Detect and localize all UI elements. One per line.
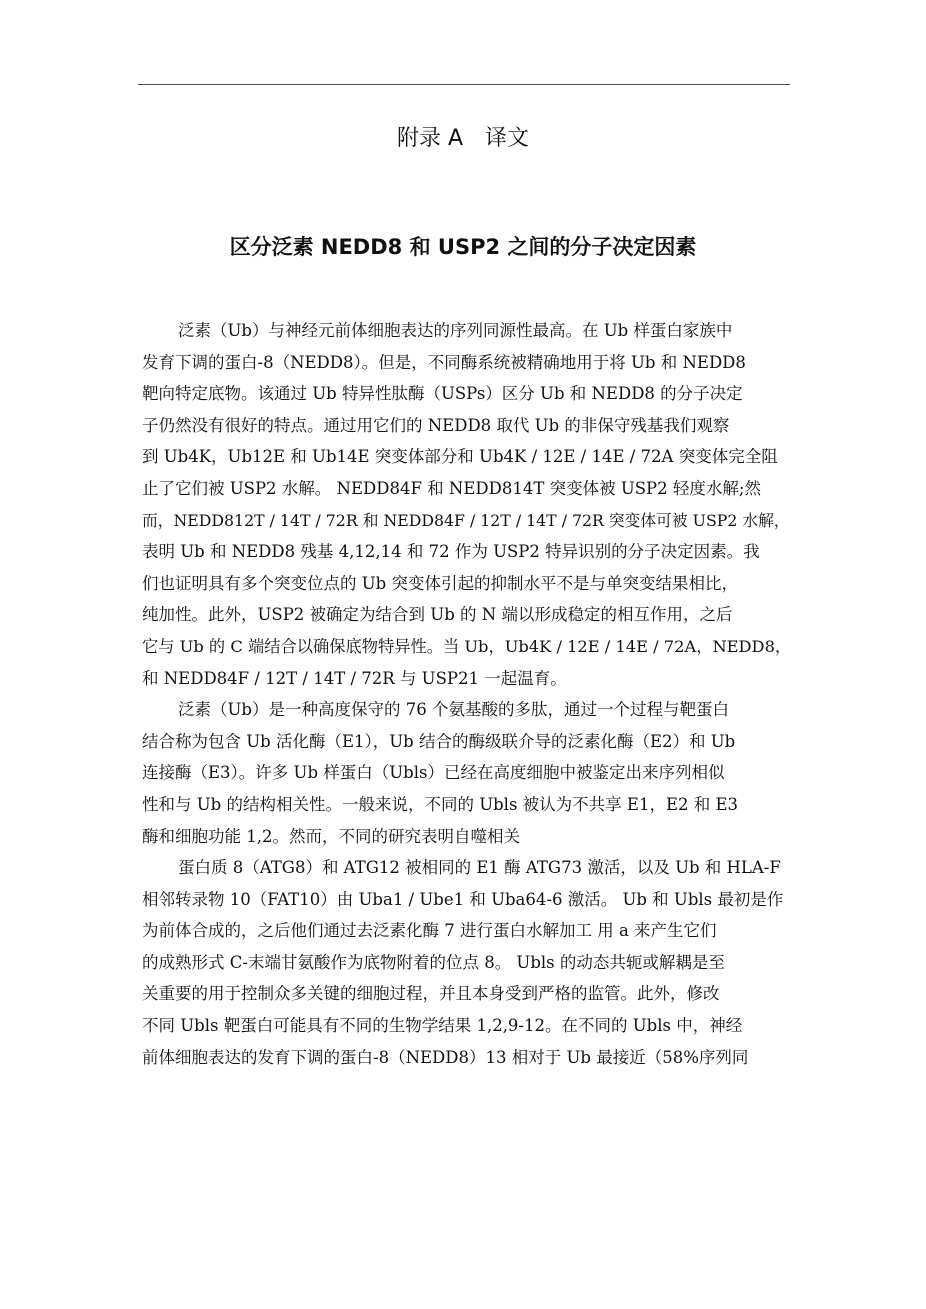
text-line: 表明 Ub 和 NEDD8 残基 4,12,14 和 72 作为 USP2 特异识别的分子决定因素。我	[142, 542, 760, 562]
text-line: 性和与 Ub 的结构相关性。一般来说，不同的 Ubls 被认为不共享 E1，E2 和 E3	[142, 794, 739, 814]
text-line: 为前体合成的，之后他们通过去泛素化酶 7 进行蛋白水解加工 用 a 来产生它们	[142, 921, 717, 941]
text-line: 结合称为包含 Ub 活化酶（E1），Ub 结合的酶级联介导的泛素化酶（E2）和 Ub	[142, 731, 736, 751]
text-line: 它与 Ub 的 C 端结合以确保底物特异性。当 Ub，Ub4K / 12E / 14E / 72A，NEDD8，	[142, 636, 792, 656]
text-line: 泛素（Ub）是一种高度保守的 76 个氨基酸的多肽，通过一个过程与靶蛋白	[178, 700, 729, 720]
header-rule	[138, 84, 790, 85]
text-line: 们也证明具有多个突变位点的 Ub 突变体引起的抑制水平不是与单突变结果相比，	[142, 573, 738, 593]
text-line: 的成熟形式 C-末端甘氨酸作为底物附着的位点 8。 Ubls 的动态共轭或解耦是至	[142, 952, 725, 972]
text-line: 泛素（Ub）与神经元前体细胞表达的序列同源性最高。在 Ub 样蛋白家族中	[178, 321, 733, 340]
text-line: 连接酶（E3）。许多 Ub 样蛋白（Ubls）已经在高度细胞中被鉴定出来序列相似	[142, 763, 725, 783]
paper-title: 区分泛素 NEDD8 和 USP2 之间的分子决定因素	[229, 235, 697, 259]
text-line: 蛋白质 8（ATG8）和 ATG12 被相同的 E1 酶 ATG73 激活，以及 Ub 和 HLA-F	[178, 858, 781, 878]
text-line: 纯加性。此外，USP2 被确定为结合到 Ub 的 N 端以形成稳定的相互作用，之后	[142, 605, 733, 625]
body-text	[142, 315, 797, 1073]
text-line: 相邻转录物 10（FAT10）由 Uba1 / Ube1 和 Uba64-6 激活。 Ub 和 Ubls 最初是作	[142, 889, 784, 909]
text-line: 而，NEDD812T / 14T / 72R 和 NEDD84F / 12T / 14T / 72R 突变体可被 USP2 水解，	[142, 510, 790, 530]
appendix-title: 附录 A 译文	[396, 126, 530, 151]
text-line: 不同 Ubls 靶蛋白可能具有不同的生物学结果 1,2,9-12。在不同的 Ubls 中，神经	[142, 1016, 743, 1036]
text-line: 到 Ub4K，Ub12E 和 Ub14E 突变体部分和 Ub4K / 12E / 14E / 72A 突变体完全阻	[142, 447, 778, 467]
text-line: 酶和细胞功能 1,2。然而，不同的研究表明自噬相关	[142, 826, 520, 846]
text-line: 靶向特定底物。该通过 Ub 特异性肽酶（USPs）区分 Ub 和 NEDD8 的分子决定	[142, 384, 743, 404]
text-line: 和 NEDD84F / 12T / 14T / 72R 与 USP21 一起温育。	[142, 668, 567, 688]
text-line: 子仍然没有很好的特点。通过用它们的 NEDD8 取代 Ub 的非保守残基我们观察	[142, 415, 730, 435]
text-line: 前体细胞表达的发育下调的蛋白-8（NEDD8）13 相对于 Ub 最接近（58%序列同	[142, 1047, 749, 1067]
text-line: 关重要的用于控制众多关键的细胞过程，并且本身受到严格的监管。此外，修改	[142, 984, 720, 1004]
text-line: 止了它们被 USP2 水解。 NEDD84F 和 NEDD814T 突变体被 USP2 轻度水解;然	[142, 478, 761, 498]
text-line: 发育下调的蛋白-8（NEDD8）。但是，不同酶系统被精确地用于将 Ub 和 NEDD8	[142, 352, 746, 372]
